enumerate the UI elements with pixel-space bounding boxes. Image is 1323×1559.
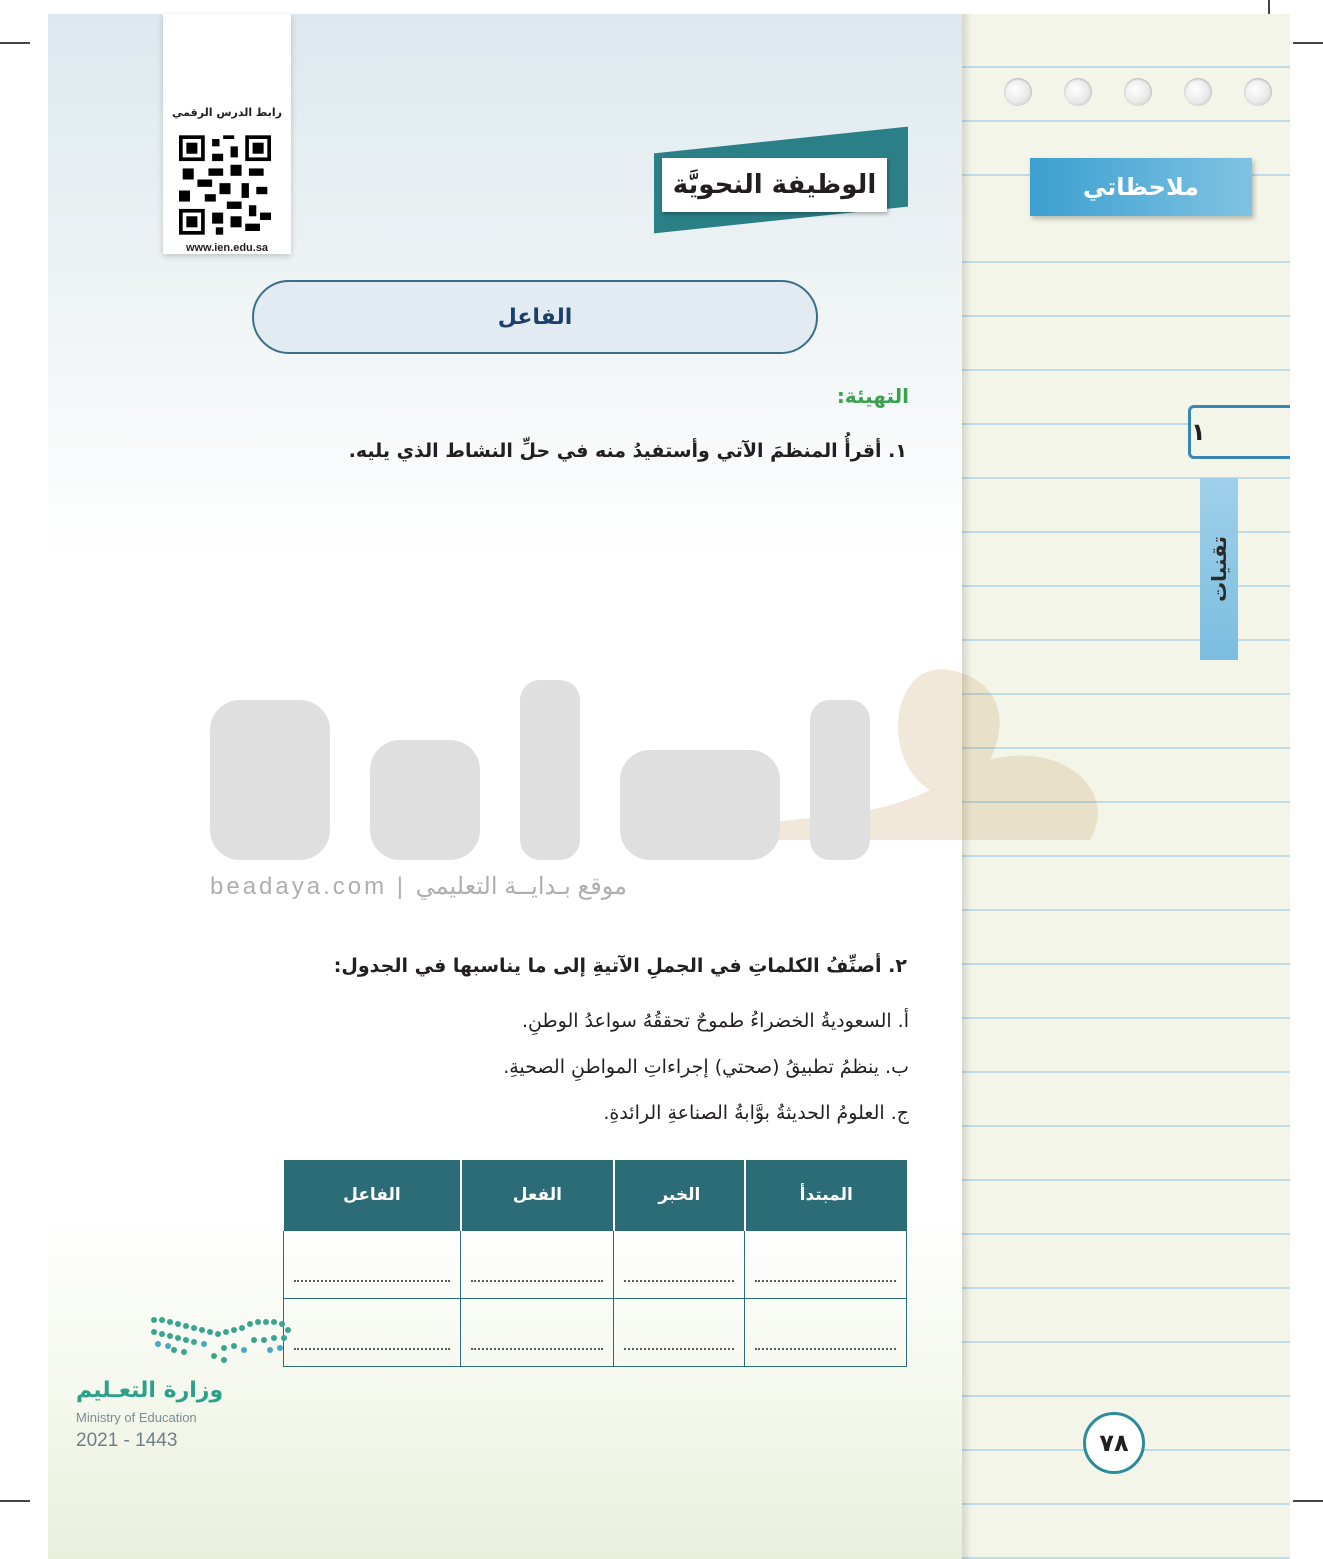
notes-column [962,14,1290,1559]
table-row [283,1298,907,1366]
lesson-title: الفاعل [252,280,818,354]
watermark-text: beadaya.com | موقع بـدايــة التعليمي [210,873,627,900]
section-banner [654,140,908,220]
sentence-a: أ. السعوديةُ الخضراءُ طموحٌ تحققُهُ سواعدُ الوطنِ. [522,1010,909,1032]
question-1: ١. أقرأُ المنظمَ الآتي وأستفيدُ منه في حلِّ النشاط الذي يليه. [348,440,907,462]
unit-number: ١ [1188,405,1290,459]
answer-cell[interactable] [283,1298,461,1366]
table-header: الخبر [614,1160,745,1230]
notes-title: ملاحظاتي [1030,158,1252,216]
table-header: المبتدأ [745,1160,907,1230]
ministry-arabic-name: وزارة التعـليم [76,1378,224,1403]
table-header-row [283,1160,907,1230]
binder-ring [1004,78,1032,106]
warmup-heading: التهيئة: [836,384,909,408]
sentence-c: ج. العلومُ الحديثةُ بوَّابةُ الصناعةِ الرائدةِ. [603,1102,909,1124]
table-header: الفعل [461,1160,614,1230]
notes-shadow [962,14,972,1559]
binder-ring [1124,78,1152,106]
table-row [283,1230,907,1298]
page-number: ٧٨ [1083,1412,1145,1474]
table-header: الفاعل [283,1160,461,1230]
side-tab-label: تقنيات [1207,536,1231,602]
question-2: ٢. أصنِّفُ الكلماتِ في الجملِ الآتيةِ إلى ما يناسبها في الجدول: [333,955,907,977]
qr-label: رابط الدرس الرقمي [172,106,282,119]
section-banner-title: الوظيفة النحويَّة [662,158,887,212]
edition-year: 2021 - 1443 [76,1430,178,1451]
qr-card[interactable] [163,14,291,254]
answer-cell[interactable] [745,1298,907,1366]
answer-cell[interactable] [461,1298,614,1366]
ministry-logo-icon [74,1310,304,1380]
answer-cell[interactable] [461,1230,614,1298]
crop-mark [0,42,30,44]
qr-url[interactable]: www.ien.edu.sa [185,242,269,254]
classification-table [282,1160,907,1367]
crop-mark [1293,1500,1323,1502]
binder-ring [1184,78,1212,106]
answer-cell[interactable] [745,1230,907,1298]
binder-ring [1244,78,1272,106]
answer-cell[interactable] [283,1230,461,1298]
crop-mark [1293,42,1323,44]
answer-cell[interactable] [614,1298,745,1366]
crop-mark [0,1500,30,1502]
qr-code-icon[interactable] [179,134,271,236]
side-tab [1200,478,1238,660]
answer-cell[interactable] [614,1230,745,1298]
ministry-english-name: Ministry of Education [76,1410,197,1425]
binder-ring [1064,78,1092,106]
sentence-b: ب. ينظمُ تطبيقُ (صحتي) إجراءاتِ المواطنِ الصحيةِ. [503,1056,909,1078]
